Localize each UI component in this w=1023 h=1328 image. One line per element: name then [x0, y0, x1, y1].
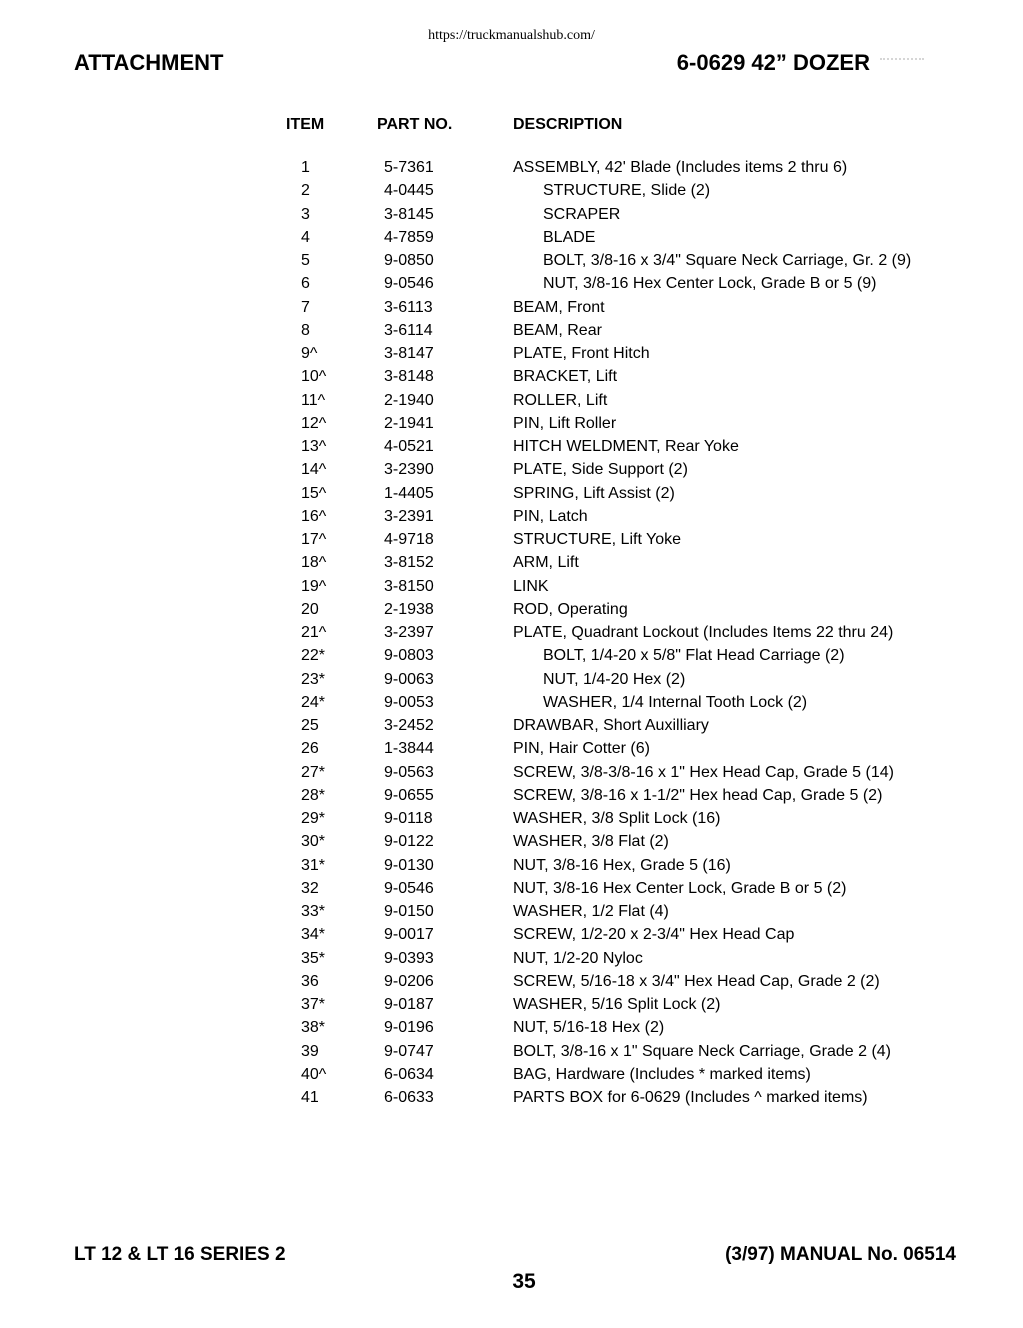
- part-number: 4-9718: [384, 531, 434, 548]
- part-number: 9-0747: [384, 1042, 434, 1060]
- table-row: [0, 832, 1023, 855]
- part-description: PARTS BOX for 6-0629 (Includes ^ marked items): [513, 1089, 868, 1106]
- item-number: 31*: [301, 856, 326, 874]
- part-number: 3-2452: [384, 717, 434, 734]
- part-description: ARM, Lift: [513, 554, 579, 572]
- item-number: 12^: [301, 414, 327, 432]
- item-number: 20: [301, 600, 319, 618]
- part-description: ROLLER, Lift: [513, 391, 608, 409]
- item-number: 18^: [301, 554, 327, 572]
- part-number: 9-0118: [384, 810, 433, 827]
- page-title: 6-0629 42” DOZER: [676, 50, 870, 75]
- item-number: 9^: [301, 345, 318, 362]
- item-number: 40^: [301, 1065, 327, 1083]
- item-number: 1: [301, 159, 310, 176]
- part-number: 1-4405: [384, 484, 434, 502]
- table-row: [0, 902, 1023, 925]
- item-number: 26: [301, 740, 319, 758]
- item-number: 32: [301, 879, 319, 897]
- part-description: BAG, Hardware (Includes * marked items): [513, 1065, 811, 1083]
- item-number: 3: [301, 205, 310, 223]
- table-row: [0, 1065, 1023, 1088]
- table-row: [0, 600, 1023, 623]
- part-description: BRACKET, Lift: [513, 368, 618, 386]
- part-number: 3-8152: [384, 554, 434, 572]
- part-number: 3-8150: [384, 577, 434, 595]
- table-row: [0, 158, 1023, 181]
- item-number: 39: [301, 1042, 319, 1060]
- column-header-part-no: PART NO.: [377, 116, 453, 133]
- item-number: 15^: [301, 484, 327, 502]
- part-description: WASHER, 5/16 Split Lock (2): [513, 996, 721, 1013]
- part-description: PLATE, Front Hitch: [513, 345, 650, 362]
- item-number: 33*: [301, 903, 326, 920]
- item-number: 24*: [301, 693, 326, 711]
- part-number: 9-0850: [384, 252, 434, 269]
- item-number: 38*: [301, 1019, 326, 1037]
- table-row: [0, 414, 1023, 437]
- part-description: HITCH WELDMENT, Rear Yoke: [513, 438, 739, 455]
- part-number: 9-0546: [384, 275, 434, 293]
- part-description: SCREW, 3/8-16 x 1-1/2" Hex head Cap, Grade 5 (2): [513, 786, 883, 804]
- table-row: [0, 670, 1023, 693]
- part-description: SCREW, 3/8-3/8-16 x 1" Hex Head Cap, Grade 5 (14): [513, 763, 894, 781]
- part-number: 9-0130: [384, 856, 434, 874]
- page-number: 35: [512, 1270, 536, 1293]
- item-number: 36: [301, 972, 319, 990]
- table-row: [0, 1088, 1023, 1111]
- table-row: [0, 251, 1023, 274]
- part-number: 9-0546: [384, 879, 434, 897]
- part-description: WASHER, 3/8 Split Lock (16): [513, 810, 721, 827]
- table-row: [0, 321, 1023, 344]
- item-number: 25: [301, 717, 319, 734]
- item-number: 14^: [301, 461, 327, 479]
- part-number: 4-0521: [384, 438, 434, 455]
- item-number: 4: [301, 228, 310, 246]
- table-row: [0, 856, 1023, 879]
- item-number: 10^: [301, 368, 327, 386]
- item-number: 37*: [301, 996, 326, 1013]
- table-row: [0, 274, 1023, 297]
- part-description: SPRING, Lift Assist (2): [513, 484, 675, 502]
- part-description: DRAWBAR, Short Auxilliary: [513, 717, 709, 734]
- part-description: ASSEMBLY, 42' Blade (Includes items 2 thru 6): [513, 159, 848, 176]
- part-description: BEAM, Front: [513, 298, 605, 316]
- item-number: 8: [301, 321, 310, 339]
- item-number: 6: [301, 275, 310, 293]
- item-number: 29*: [301, 810, 326, 827]
- part-description: NUT, 3/8-16 Hex, Grade 5 (16): [513, 856, 731, 874]
- part-number: 3-8145: [384, 205, 434, 223]
- part-number: 9-0063: [384, 670, 434, 688]
- table-row: [0, 228, 1023, 251]
- item-number: 41: [301, 1089, 319, 1106]
- table-row: [0, 391, 1023, 414]
- table-row: [0, 693, 1023, 716]
- part-number: 9-0206: [384, 972, 434, 990]
- item-number: 17^: [301, 531, 327, 548]
- item-number: 28*: [301, 786, 326, 804]
- table-row: [0, 763, 1023, 786]
- table-row: [0, 181, 1023, 204]
- item-number: 30*: [301, 833, 326, 851]
- part-description: NUT, 1/4-20 Hex (2): [543, 670, 686, 688]
- part-description: NUT, 1/2-20 Nyloc: [513, 949, 643, 967]
- item-number: 13^: [301, 438, 327, 455]
- part-number: 9-0393: [384, 949, 434, 967]
- footer-series: LT 12 & LT 16 SERIES 2: [74, 1244, 286, 1265]
- table-row: [0, 786, 1023, 809]
- table-row: [0, 437, 1023, 460]
- part-number: 3-2391: [384, 507, 434, 525]
- item-number: 27*: [301, 763, 326, 781]
- part-number: 3-8147: [384, 345, 434, 362]
- part-number: 1-3844: [384, 740, 434, 758]
- table-row: [0, 739, 1023, 762]
- part-description: NUT, 3/8-16 Hex Center Lock, Grade B or 5 (2): [513, 879, 847, 897]
- part-number: 4-0445: [384, 182, 434, 200]
- table-row: [0, 484, 1023, 507]
- table-row: [0, 995, 1023, 1018]
- part-number: 9-0187: [384, 996, 434, 1013]
- table-row: [0, 1042, 1023, 1065]
- table-row: [0, 879, 1023, 902]
- item-number: 34*: [301, 926, 326, 944]
- part-number: 3-2390: [384, 461, 434, 479]
- table-row: [0, 344, 1023, 367]
- table-row: [0, 205, 1023, 228]
- part-number: 4-7859: [384, 228, 434, 246]
- part-number: 9-0803: [384, 647, 434, 665]
- part-description: WASHER, 1/4 Internal Tooth Lock (2): [543, 693, 808, 711]
- part-description: BOLT, 1/4-20 x 5/8" Flat Head Carriage (2): [543, 647, 845, 665]
- table-row: [0, 716, 1023, 739]
- table-row: [0, 507, 1023, 530]
- part-number: 3-2397: [384, 624, 434, 641]
- part-description: PLATE, Side Support (2): [513, 461, 688, 479]
- item-number: 23*: [301, 670, 326, 688]
- table-row: [0, 972, 1023, 995]
- part-number: 6-0634: [384, 1065, 434, 1083]
- part-number: 2-1938: [384, 600, 434, 618]
- part-description: PIN, Hair Cotter (6): [513, 740, 650, 758]
- part-description: SCRAPER: [543, 205, 621, 223]
- column-header-item: ITEM: [286, 116, 325, 133]
- part-number: 6-0633: [384, 1089, 434, 1106]
- item-number: 7: [301, 298, 310, 316]
- part-number: 2-1940: [384, 391, 434, 409]
- part-number: 3-6114: [384, 321, 433, 339]
- part-number: 9-0053: [384, 693, 434, 711]
- part-number: 2-1941: [384, 414, 434, 432]
- column-header-description: DESCRIPTION: [513, 116, 623, 133]
- item-number: 21^: [301, 624, 327, 641]
- part-description: STRUCTURE, Slide (2): [543, 182, 711, 200]
- scan-artifact: [880, 58, 924, 64]
- part-number: 9-0563: [384, 763, 434, 781]
- table-row: [0, 949, 1023, 972]
- part-number: 3-6113: [384, 298, 433, 316]
- part-description: BEAM, Rear: [513, 321, 602, 339]
- item-number: 16^: [301, 507, 327, 525]
- part-description: SCREW, 5/16-18 x 3/4" Hex Head Cap, Grade 2 (2): [513, 972, 880, 990]
- part-description: PIN, Latch: [513, 507, 588, 525]
- item-number: 2: [301, 182, 310, 200]
- table-row: [0, 530, 1023, 553]
- part-description: LINK: [513, 577, 549, 595]
- part-number: 9-0150: [384, 903, 434, 920]
- part-description: PLATE, Quadrant Lockout (Includes Items 22 thru 24): [513, 624, 894, 641]
- table-row: [0, 646, 1023, 669]
- part-description: STRUCTURE, Lift Yoke: [513, 531, 682, 548]
- table-row: [0, 367, 1023, 390]
- section-title: ATTACHMENT: [74, 50, 224, 75]
- item-number: 5: [301, 252, 310, 269]
- part-number: 3-8148: [384, 368, 434, 386]
- part-description: WASHER, 3/8 Flat (2): [513, 833, 669, 851]
- part-description: SCREW, 1/2-20 x 2-3/4" Hex Head Cap: [513, 926, 795, 944]
- part-number: 9-0122: [384, 833, 434, 851]
- part-description: BLADE: [543, 228, 596, 246]
- table-row: [0, 925, 1023, 948]
- part-description: NUT, 3/8-16 Hex Center Lock, Grade B or 5 (9): [543, 275, 877, 293]
- item-number: 11^: [301, 391, 326, 409]
- item-number: 19^: [301, 577, 327, 595]
- table-row: [0, 577, 1023, 600]
- part-description: BOLT, 3/8-16 x 1" Square Neck Carriage, Grade 2 (4): [513, 1042, 891, 1060]
- table-row: [0, 298, 1023, 321]
- part-number: 5-7361: [384, 159, 434, 176]
- part-description: PIN, Lift Roller: [513, 414, 617, 432]
- parts-table: [0, 158, 1023, 1111]
- table-row: [0, 1018, 1023, 1041]
- part-number: 9-0655: [384, 786, 434, 804]
- table-row: [0, 553, 1023, 576]
- footer-manual-number: (3/97) MANUAL No. 06514: [725, 1244, 956, 1265]
- part-description: WASHER, 1/2 Flat (4): [513, 903, 669, 920]
- part-description: ROD, Operating: [513, 600, 628, 618]
- item-number: 22*: [301, 647, 326, 665]
- part-number: 9-0017: [384, 926, 434, 944]
- part-description: NUT, 5/16-18 Hex (2): [513, 1019, 665, 1037]
- part-number: 9-0196: [384, 1019, 434, 1037]
- part-description: BOLT, 3/8-16 x 3/4" Square Neck Carriage, Gr. 2 (9): [543, 252, 912, 269]
- item-number: 35*: [301, 949, 326, 967]
- table-row: [0, 623, 1023, 646]
- table-row: [0, 460, 1023, 483]
- source-url: https://truckmanualshub.com/: [428, 28, 595, 43]
- table-row: [0, 809, 1023, 832]
